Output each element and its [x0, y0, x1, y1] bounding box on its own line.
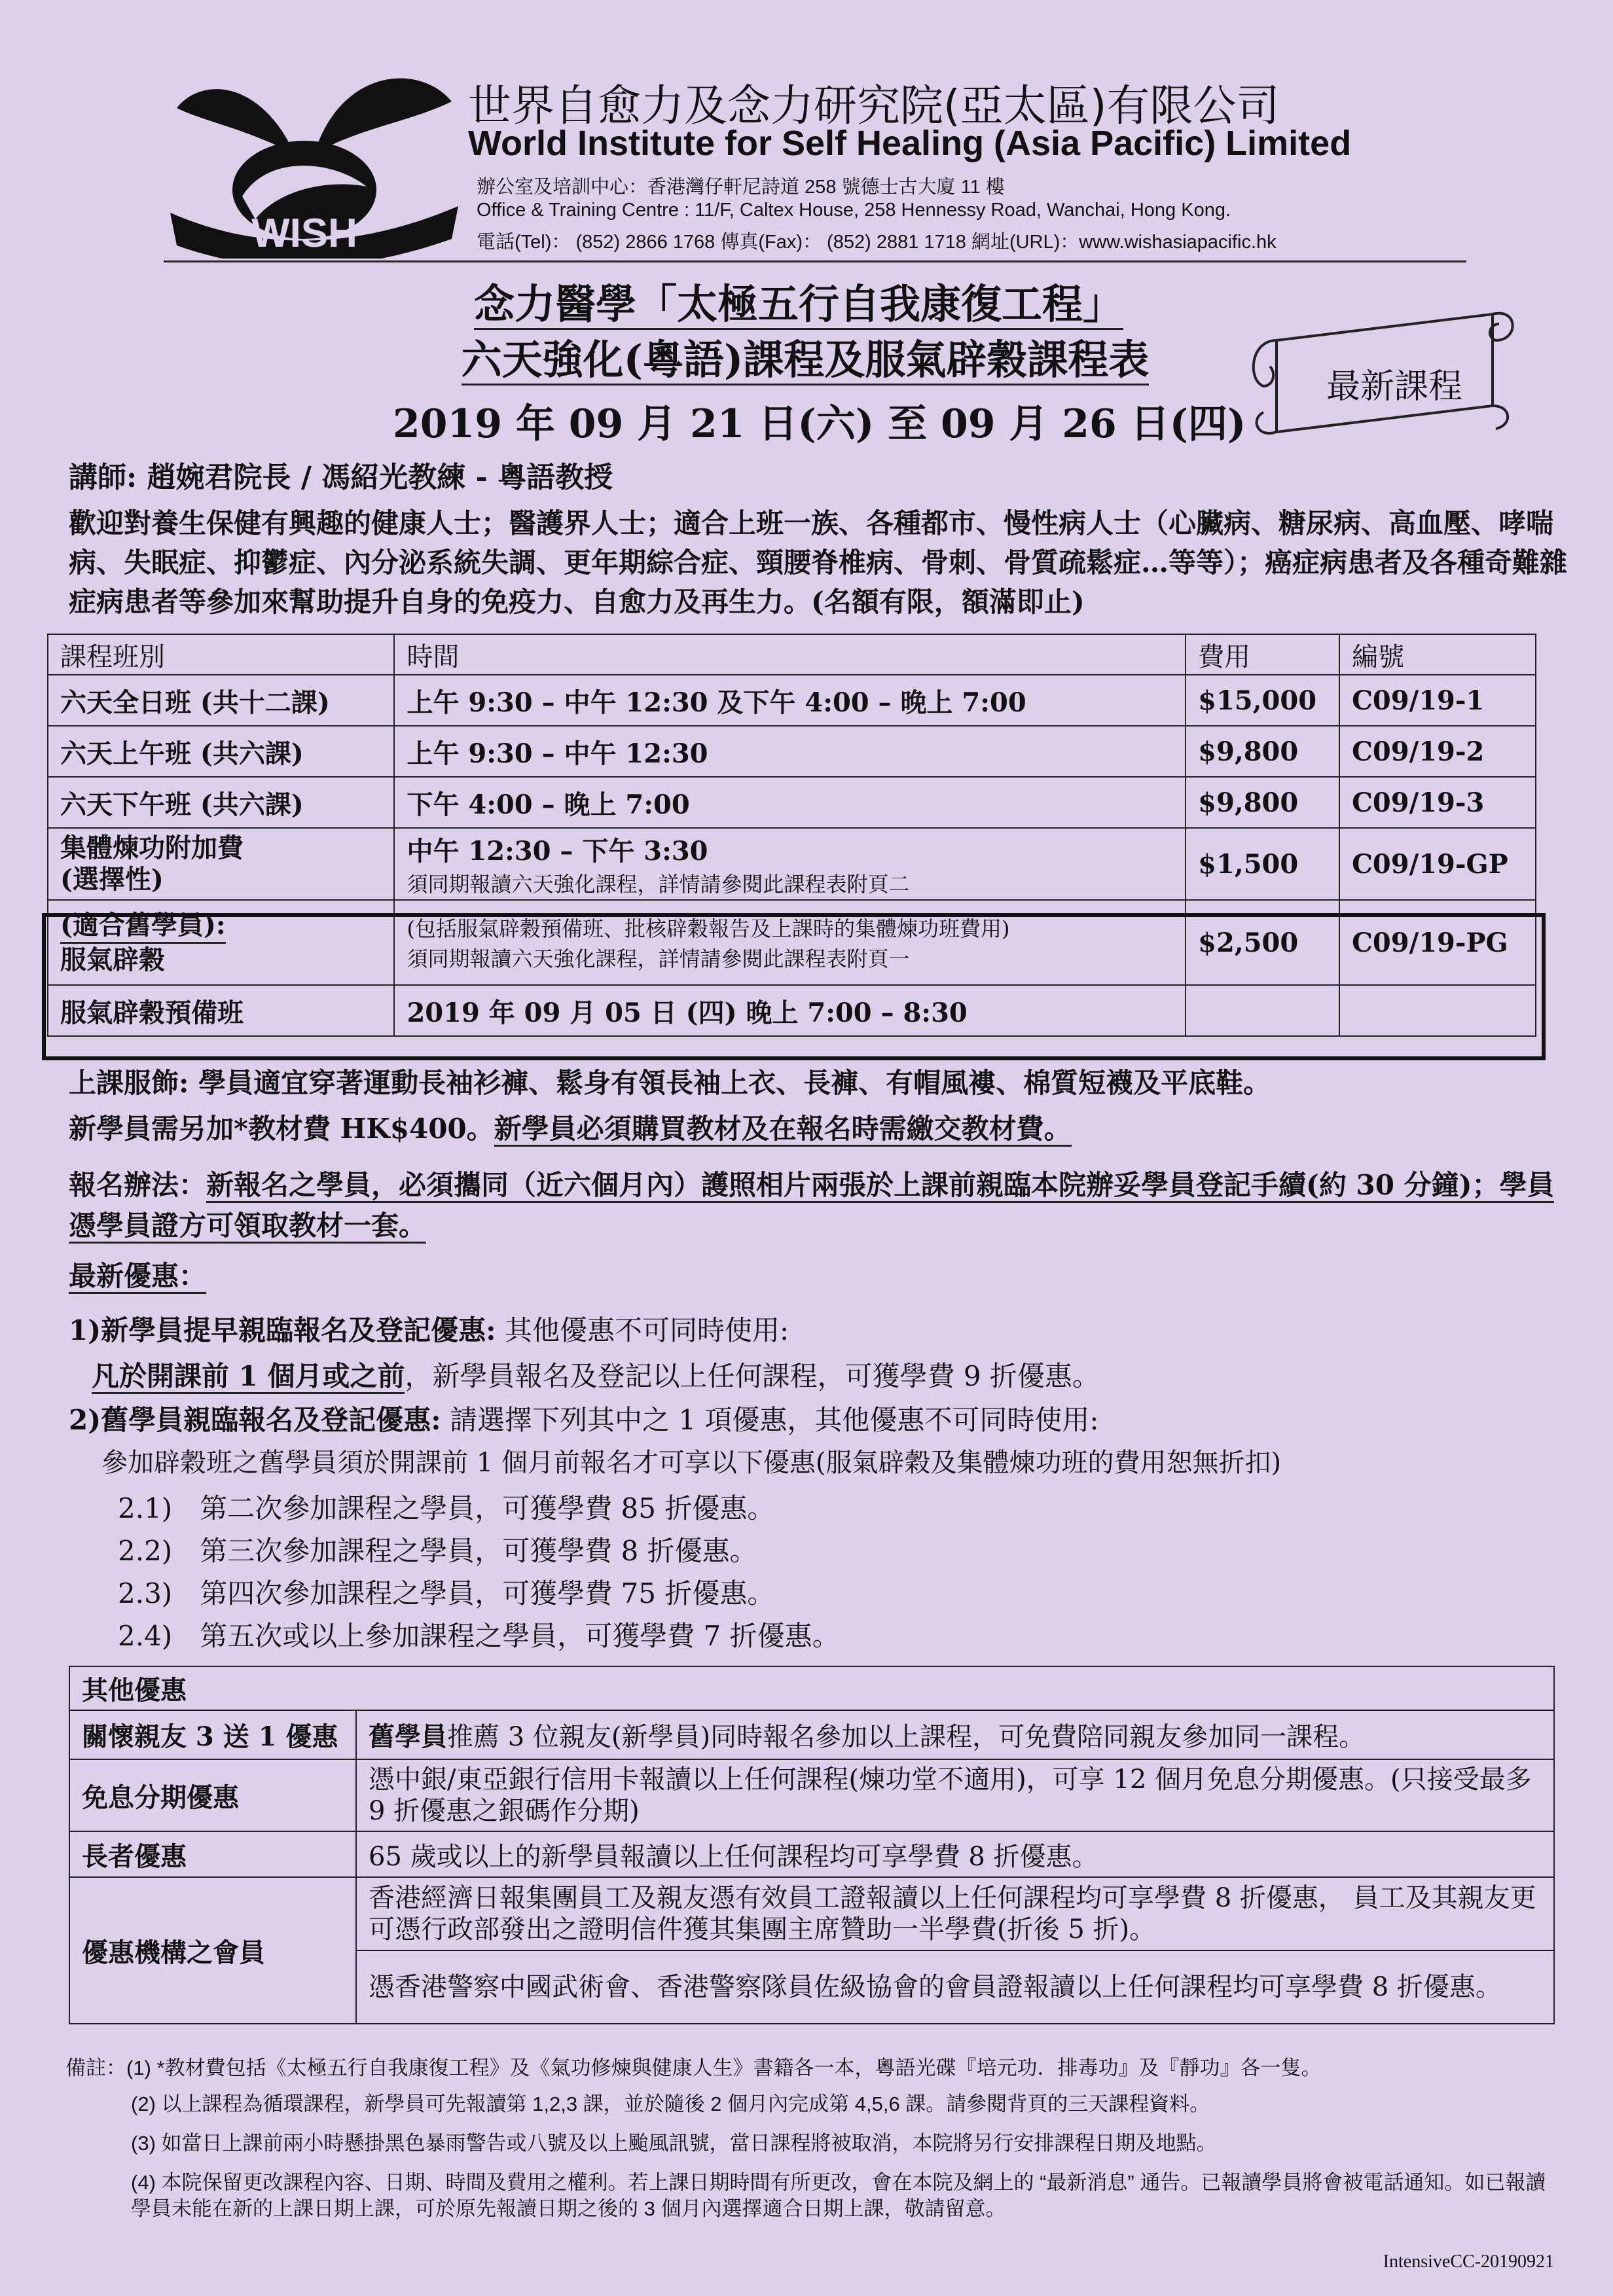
course-time: 2019 年 09 月 05 日 (四) 晚上 7:00 – 8:30 [394, 985, 1186, 1036]
course-code: C09/19-3 [1339, 777, 1536, 828]
instructor-line: 講師: 趙婉君院長 / 馮紹光教練 - 粵語教授 [69, 461, 613, 494]
list-item: 2.2) 第三次參加課程之學員，可獲學費 8 折優惠。 [118, 1535, 757, 1567]
registration-body: 新報名之學員，必須攜同（近六個月內）護照相片兩張於上課前親臨本院辦妥學員登記手續(約 30 分鐘)；學員憑學員證方可領取教材一套。 [69, 1169, 1554, 1244]
title-line-1: 念力醫學「太極五行自我康復工程」 [406, 272, 1191, 330]
course-code: C09/19-2 [1339, 726, 1536, 777]
fasting-course-box [42, 913, 1546, 1060]
registration-text [69, 1165, 1574, 1246]
badge-label: 最新課程 [1326, 367, 1462, 406]
table-row: 免息分期優惠 憑中銀/東亞銀行信用卡報讀以上任何課程(煉功堂不適用)，可享 12 個月免息分期優惠。(只接受最多 9 折優惠之銀碼作分期) [69, 1759, 1554, 1831]
table-row [48, 828, 1536, 900]
header-class: 課程班別 [48, 634, 394, 675]
title-line-3: 2019 年 09 月 21 日(六) 至 09 月 26 日(四) [393, 401, 1246, 447]
course-fee: $9,800 [1186, 726, 1339, 777]
offer-1 [69, 1311, 1574, 1350]
table-row: 關懷親友 3 送 1 優惠 舊學員推薦 3 位親友(新學員)同時報名參加以上課程，可免費陪同親友參加同一課程。 [69, 1710, 1554, 1759]
offer-2-title: 2)舊學員親臨報名及登記優惠: [69, 1404, 441, 1436]
course-time: 上午 9:30 – 中午 12:30 [394, 726, 1186, 777]
course-time-cell [394, 828, 1186, 900]
course-name: 六天全日班 (共十二課) [48, 675, 394, 726]
offer-1-note: 其他優惠不可同時使用: [504, 1314, 789, 1346]
course-time: 中午 12:30 – 下午 3:30 [407, 835, 708, 867]
offer-1-title: 1)新學員提早親臨報名及登記優惠: [69, 1314, 496, 1346]
materials-requirement: 新學員必須購買教材及在報名時需繳交教材費。 [494, 1113, 1072, 1147]
table-row [48, 726, 1536, 777]
course-code: C09/19-1 [1339, 675, 1536, 726]
course-fee: $2,500 [1186, 900, 1339, 985]
header-code: 編號 [1339, 634, 1536, 675]
wish-logo [164, 56, 465, 259]
header-divider [164, 260, 1466, 262]
table-row: 優惠機構之會員 香港經濟日報集團員工及親友憑有效員工證報讀以上任何課程均可享學費 8 折優惠， 員工及其親友更可憑行政部發出之證明信件獲其集團主席贊助一半學費(折後 5 折)。 [69, 1877, 1554, 1950]
offer-2 [69, 1401, 1574, 1440]
table-row [48, 675, 1536, 726]
table-row: 長者優惠 65 歲或以上的新學員報讀以上任何課程均可享學費 8 折優惠。 [69, 1831, 1554, 1877]
note-1: 備註：(1) *教材費包括《太極五行自我康復工程》及《氣功修煉與健康人生》書籍各一本，粵語光碟『培元功．排毒功』及『靜功』各一隻。 [65, 2056, 1322, 2079]
note-2: (2) 以上課程為循環課程，新學員可先報讀第 1,2,3 課，並於隨後 2 個月內完成第 4,5,6 課。請參閱背頁的三天課程資料。 [131, 2092, 1210, 2115]
course-code: C09/19-GP [1339, 828, 1536, 900]
course-name-note: (適合舊學員): [60, 909, 226, 944]
materials-text [69, 1109, 1574, 1149]
course-code: C09/19-PG [1339, 900, 1536, 985]
document-code: IntensiveCC-20190921 [1383, 2251, 1554, 2272]
course-time: 下午 4:00 – 晚上 7:00 [394, 777, 1186, 828]
course-note: (包括服氣辟穀預備班、批核辟穀報告及上課時的集體煉功班費用) [407, 916, 1010, 941]
other-offers-header: 其他優惠 [69, 1666, 1554, 1710]
table-row: 憑香港警察中國武術會、香港警察隊員佐級協會的會員證報讀以上任何課程均可享學費 8 折優惠。 [69, 1950, 1554, 2024]
note-3: (3) 如當日上課前兩小時懸掛黑色暴雨警告或八號及以上颱風訊號，當日課程將被取消，本院將另行安排課程日期及地點。 [131, 2132, 1217, 2155]
org-name-zh: 世界自愈力及念力研究院(亞太區)有限公司 [468, 81, 1280, 131]
list-item: 2.4) 第五次或以上參加課程之學員，可獲學費 7 折優惠。 [118, 1620, 840, 1652]
offer-2-note: 請選擇下列其中之 1 項優惠，其他優惠不可同時使用: [449, 1404, 1099, 1436]
list-item: 2.3) 第四次參加課程之學員，可獲學費 75 折優惠。 [118, 1577, 775, 1609]
course-fee: $9,800 [1186, 777, 1339, 828]
course-name: 集體煉功附加費 (選擇性) [48, 828, 394, 900]
course-note: 須同期報讀六天強化課程，詳情請參閱此課程表附頁一 [407, 946, 910, 971]
course-name: 服氣辟穀預備班 [48, 985, 394, 1036]
attire-text: 上課服飾: 學員適宜穿著運動長袖衫褲、鬆身有領長袖上衣、長褲、有帽風褸、棉質短襪及平底鞋。 [69, 1067, 1271, 1099]
offer-2-detail: 參加辟穀班之舊學員須於開課前 1 個月前報名才可享以下優惠(服氣辟穀及集體煉功班的費用恕無折扣) [101, 1448, 1282, 1478]
intro-paragraph: 歡迎對養生保健有興趣的健康人士；醫護界人士；適合上班一族、各種都市、慢性病人士（心臟病、糖尿病、高血壓、哮喘病、失眠症、抑鬱症、內分泌系統失調、更年期綜合症、頸腰脊椎病、骨刺、骨質疏鬆症…等等）；癌症病患者及各種奇難雜症病患者等參加來幫助提升自身的免疫力、自愈力及再生力。(名額有限，額滿即止) [69, 507, 1568, 618]
materials-fee: 新學員需另加*教材費 HK$400。 [69, 1113, 494, 1145]
header-time: 時間 [394, 634, 1186, 675]
course-note: 須同期報讀六天強化課程，詳情請參閱此課程表附頁二 [407, 871, 910, 897]
contact-line: 電話(Tel)： (852) 2866 1768 傳真(Fax)： (852) 2881 1718 網址(URL)：www.wishasiapacific.hk [477, 232, 1277, 253]
course-name: 六天下午班 (共六課) [48, 777, 394, 828]
title-line-2: 六天強化(粵語)課程及服氣辟穀課程表 [373, 327, 1237, 386]
list-item: 2.1) 第二次參加課程之學員，可獲學費 85 折優惠。 [118, 1492, 775, 1524]
registration-label: 報名辦法： [69, 1169, 207, 1201]
org-name-en: World Institute for Self Healing (Asia Pacific) Limited [468, 124, 1352, 163]
course-fee: $15,000 [1186, 675, 1339, 726]
course-fee: $1,500 [1186, 828, 1339, 900]
offer-1-detail [92, 1357, 1597, 1396]
table-row [48, 777, 1536, 828]
office-address-zh: 辦公室及培訓中心：香港灣仔軒尼詩道 258 號德士古大廈 11 樓 [477, 177, 1005, 198]
course-table-header [48, 634, 1536, 675]
note-4: (4) 本院保留更改課程內容、日期、時間及費用之權利。若上課日期時間有所更改，會在本院及網上的 “最新消息” 通告。已報讀學員將會被電話通知。如已報讀學員未能在新的上課日期上課，可於原先報讀日期之後的 3 個月內選擇適合日期上課，敬請留意。 [131, 2171, 1546, 2220]
other-offers-table [69, 1666, 1555, 2024]
course-name: 服氣辟穀 [60, 944, 165, 975]
office-address-en: Office & Training Centre : 11/F, Caltex House, 258 Hennessy Road, Wanchai, Hong Kong. [477, 200, 1231, 221]
logo-lettering: WISH [251, 211, 357, 256]
header-fee: 費用 [1186, 634, 1339, 675]
offer-1-text: ，新學員報名及登記以上任何課程，可獲學費 9 折優惠。 [405, 1360, 1100, 1392]
offers-heading: 最新優惠： [69, 1257, 1574, 1296]
course-time: 上午 9:30 – 中午 12:30 及下午 4:00 – 晚上 7:00 [394, 675, 1186, 726]
offer-1-condition: 凡於開課前 1 個月或之前 [92, 1360, 405, 1394]
course-name: 六天上午班 (共六課) [48, 726, 394, 777]
